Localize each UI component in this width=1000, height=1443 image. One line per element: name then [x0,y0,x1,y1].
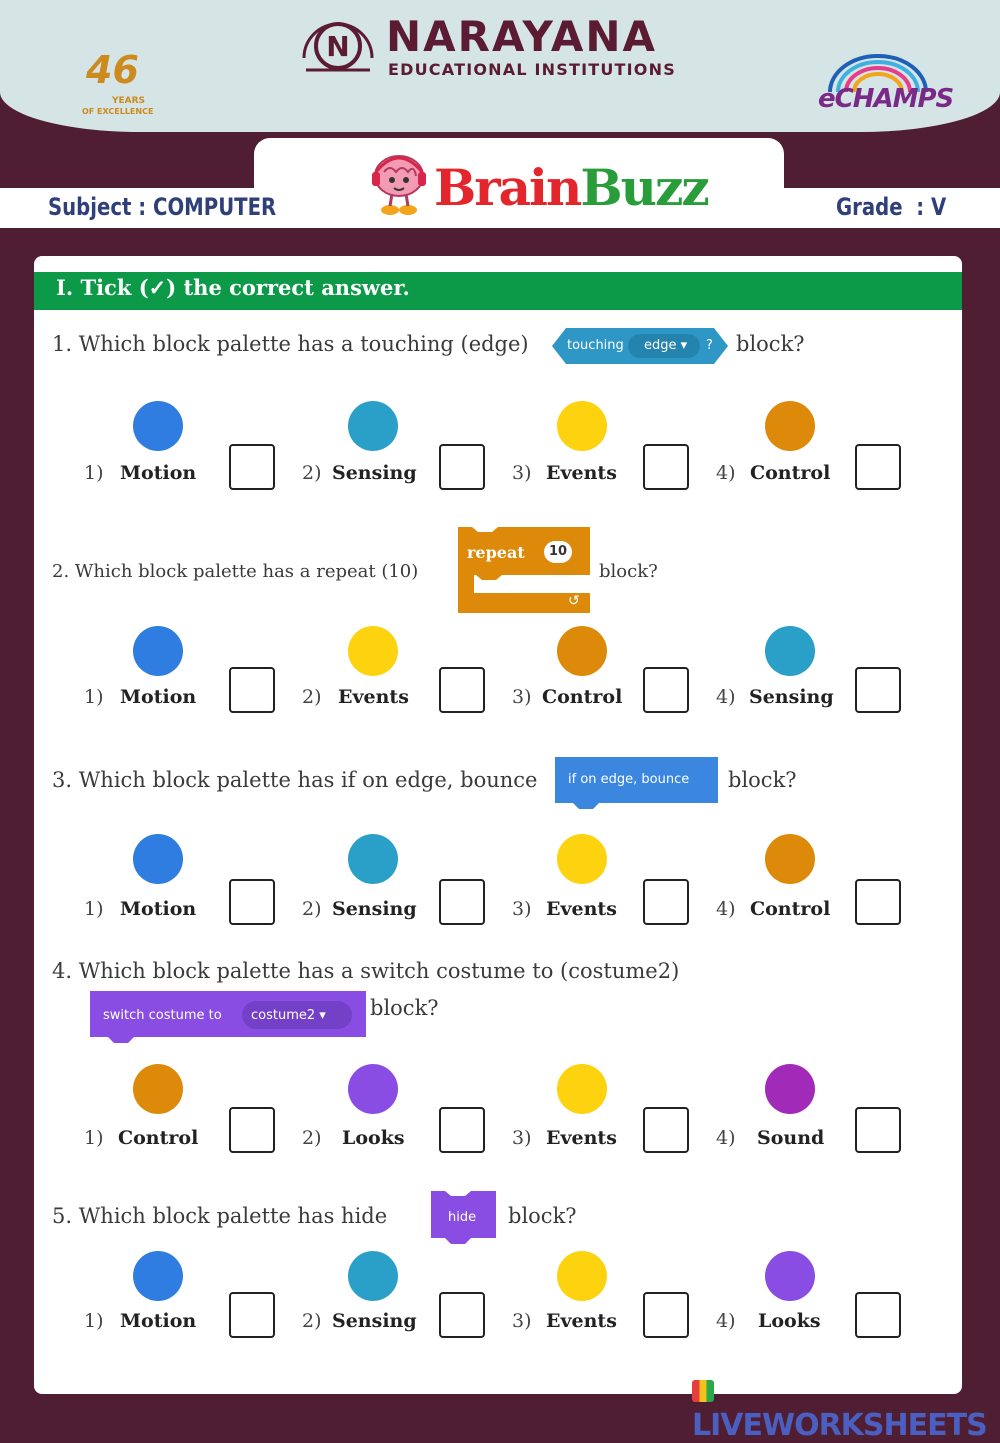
option-label: Events [546,462,617,484]
question-4-text: 4. Which block palette has a switch costume to (costume2) [52,959,680,983]
answer-checkbox[interactable] [643,1292,689,1338]
option-number: 3) [512,1127,532,1149]
answer-checkbox[interactable] [855,444,901,490]
option-color-dot [133,1251,183,1301]
switch-costume-label: switch costume to [103,1008,222,1023]
question-1-suffix: block? [736,332,805,356]
option-color-dot [133,834,183,884]
option-color-dot [133,626,183,676]
question-5-suffix: block? [508,1204,577,1228]
subject-label: Subject : COMPUTER [48,193,277,221]
option-color-dot [765,834,815,884]
option-label: Events [546,1310,617,1332]
answer-checkbox[interactable] [439,1292,485,1338]
option-number: 2) [302,1127,322,1149]
answer-checkbox[interactable] [439,1107,485,1153]
option-number: 2) [302,898,322,920]
answer-checkbox[interactable] [439,667,485,713]
option-color-dot [557,1064,607,1114]
question-3-text: 3. Which block palette has if on edge, bounce [52,768,538,792]
repeat-block-label: repeat [467,543,525,562]
option-number: 4) [716,462,736,484]
liveworksheets-watermark: LIVEWORKSHEETS [692,1373,1000,1443]
option-color-dot [765,1064,815,1114]
option-color-dot [348,834,398,884]
option-label: Sensing [332,1310,417,1332]
hide-block-label: hide [448,1210,477,1225]
narayana-logo-icon [298,14,378,76]
answer-checkbox[interactable] [855,879,901,925]
liveworksheets-logo-icon [692,1380,714,1402]
option-label: Events [546,1127,617,1149]
option-color-dot [133,1064,183,1114]
option-label: Control [118,1127,199,1149]
answer-checkbox[interactable] [229,1107,275,1153]
answer-checkbox[interactable] [439,444,485,490]
institution-name: NARAYANA [386,12,658,61]
section-title: I. Tick (✓) the correct answer. [56,275,410,300]
option-label: Events [546,898,617,920]
echamps-logo: eCHAMPS [818,84,954,114]
option-number: 1) [84,898,104,920]
question-1-text: 1. Which block palette has a touching (edge) [52,332,529,356]
option-label: Looks [758,1310,821,1332]
brainbuzz-logo: BrainBuzz [434,158,708,217]
answer-checkbox[interactable] [439,879,485,925]
touching-block-dropdown: edge ▾ [644,338,688,353]
answer-checkbox[interactable] [855,1292,901,1338]
option-label: Control [542,686,623,708]
option-color-dot [557,1251,607,1301]
option-label: Sound [757,1127,825,1149]
if-on-edge-bounce-block [555,757,718,809]
option-number: 1) [84,1127,104,1149]
question-2-text: 2. Which block palette has a repeat (10) [52,561,419,582]
option-number: 1) [84,1310,104,1332]
option-number: 2) [302,462,322,484]
option-color-dot [765,401,815,451]
answer-checkbox[interactable] [229,444,275,490]
option-number: 4) [716,898,736,920]
if-on-edge-bounce-label: if on edge, bounce [568,772,690,787]
years-tagline: OF EXCELLENCE [82,107,154,116]
touching-block-label: touching [567,338,624,353]
option-label: Motion [120,1310,197,1332]
institution-subtitle: EDUCATIONAL INSTITUTIONS [388,60,676,79]
option-label: Motion [120,686,197,708]
answer-checkbox[interactable] [643,1107,689,1153]
years-text: YEARS [112,96,146,106]
option-label: Motion [120,898,197,920]
option-color-dot [557,401,607,451]
svg-text:N: N [326,30,350,63]
option-label: Motion [120,462,197,484]
answer-checkbox[interactable] [855,667,901,713]
loop-arrow-icon: ↺ [568,593,580,609]
option-color-dot [765,1251,815,1301]
option-number: 2) [302,1310,322,1332]
grade-label: Grade : V [836,193,947,221]
answer-checkbox[interactable] [229,1292,275,1338]
option-color-dot [348,626,398,676]
touching-edge-block [552,328,728,364]
option-color-dot [348,401,398,451]
brain-mascot-icon [366,146,432,220]
option-number: 3) [512,686,532,708]
option-color-dot [765,626,815,676]
touching-block-end: ? [706,338,713,353]
answer-checkbox[interactable] [229,667,275,713]
option-color-dot [348,1251,398,1301]
option-label: Control [750,898,831,920]
answer-checkbox[interactable] [643,444,689,490]
hide-block [431,1191,496,1244]
switch-costume-block [90,991,366,1043]
option-color-dot [133,401,183,451]
option-color-dot [557,626,607,676]
option-label: Events [338,686,409,708]
question-2-suffix: block? [599,561,658,582]
option-color-dot [557,834,607,884]
option-number: 4) [716,686,736,708]
option-label: Control [750,462,831,484]
question-3-suffix: block? [728,768,797,792]
option-number: 3) [512,1310,532,1332]
answer-checkbox[interactable] [229,879,275,925]
repeat-block-value: 10 [544,541,572,563]
option-label: Sensing [749,686,834,708]
question-5-text: 5. Which block palette has hide [52,1204,388,1228]
answer-checkbox[interactable] [643,667,689,713]
question-4-suffix: block? [370,996,439,1020]
option-label: Sensing [332,898,417,920]
answer-checkbox[interactable] [643,879,689,925]
years-number: 46 [86,48,139,92]
option-number: 4) [716,1310,736,1332]
option-number: 1) [84,462,104,484]
option-number: 1) [84,686,104,708]
option-number: 3) [512,898,532,920]
option-number: 4) [716,1127,736,1149]
option-color-dot [348,1064,398,1114]
option-number: 2) [302,686,322,708]
repeat-block [458,527,590,613]
answer-checkbox[interactable] [855,1107,901,1153]
option-label: Sensing [332,462,417,484]
switch-costume-dropdown: costume2 ▾ [251,1008,326,1023]
option-label: Looks [342,1127,405,1149]
option-number: 3) [512,462,532,484]
